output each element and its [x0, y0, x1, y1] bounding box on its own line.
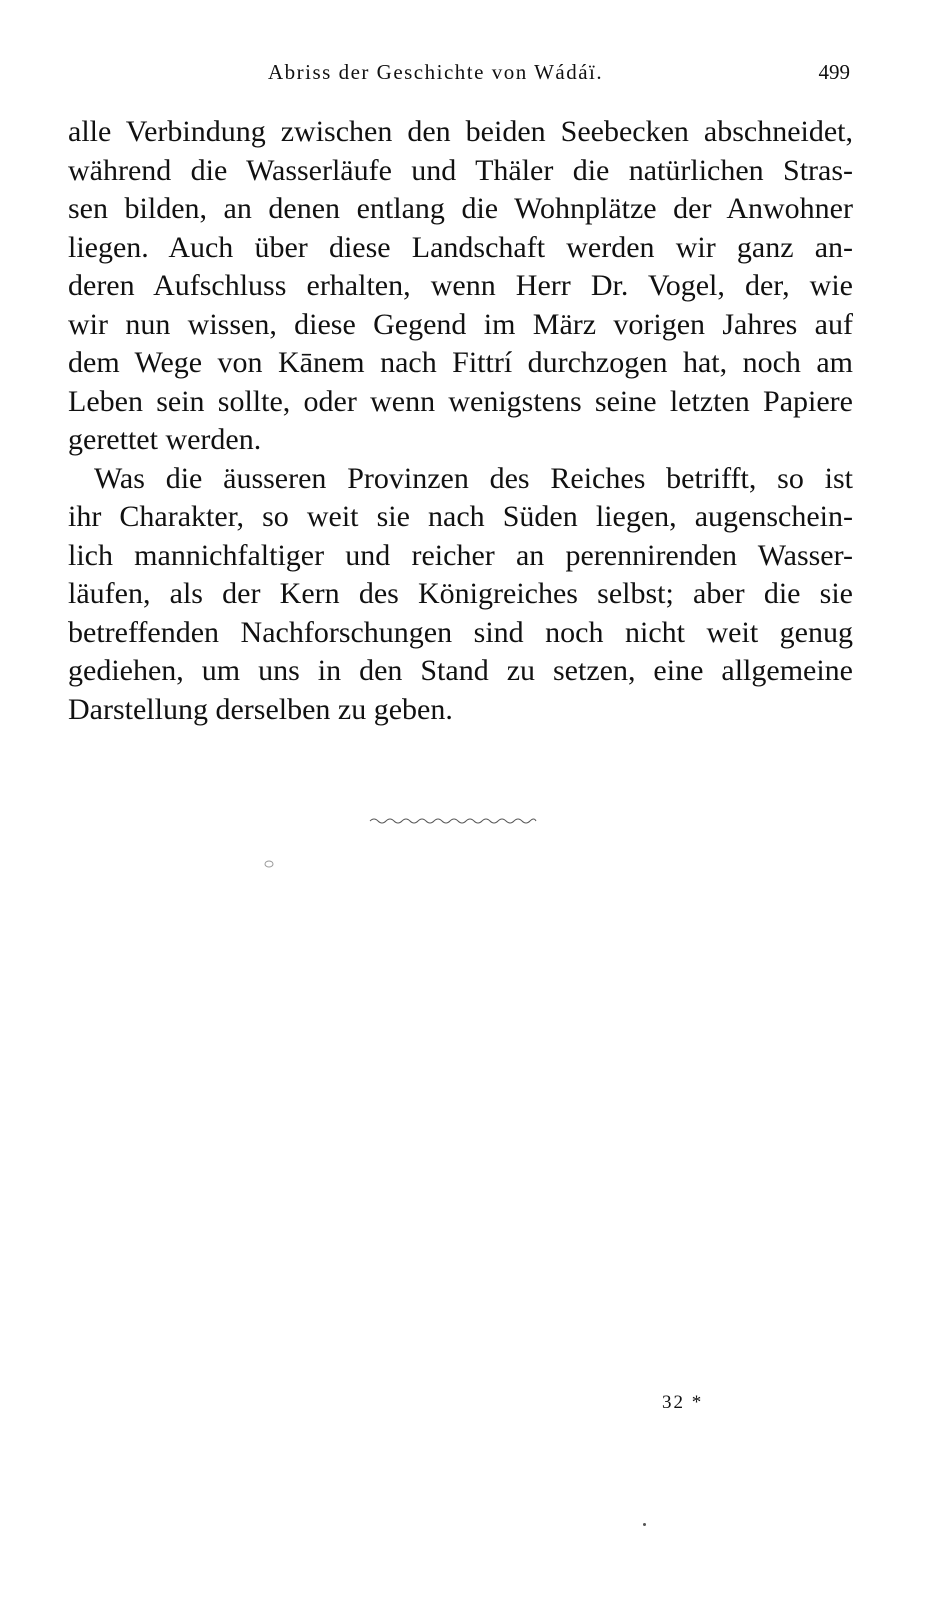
page-number: 499	[818, 60, 850, 84]
text-line: gerettet werden.	[68, 423, 262, 456]
text-line: deren Aufschluss erhalten, wenn Herr Dr. Vogel, der, wie	[68, 269, 853, 302]
text-line: läufen, als der Kern des Königreiches selbst; aber die sie	[68, 577, 853, 610]
text-line: lich mannichfaltiger und reicher an perennirenden Wasser-	[68, 538, 853, 572]
end-ornament-rule	[368, 815, 538, 827]
running-head	[60, 60, 850, 90]
text-line: ihr Charakter, so weit sie nach Süden liegen, augenschein-	[68, 500, 853, 533]
text-line: Leben sein sollte, oder wenn wenigstens seine letzten Papiere	[68, 384, 853, 418]
text-line: betreffenden Nachforschungen sind noch nicht weit genug	[68, 615, 853, 649]
text-line: gediehen, um uns in den Stand zu setzen, eine allgemeine	[68, 654, 853, 687]
stray-dot	[643, 1523, 646, 1526]
text-line: alle Verbindung zwischen den beiden Seebecken abschneidet,	[68, 115, 853, 148]
text-line: dem Wege von Kānem nach Fittrí durchzogen hat, noch am	[68, 346, 853, 379]
body-text	[68, 113, 853, 729]
text-line: sen bilden, an denen entlang die Wohnplätze der Anwohner	[68, 192, 853, 225]
running-title: Abriss der Geschichte von Wádáï.	[268, 60, 604, 84]
text-line: liegen. Auch über diese Landschaft werden wir ganz an-	[68, 230, 853, 264]
paragraph-first-line: Was die äusseren Provinzen des Reiches betrifft, so ist	[94, 461, 853, 495]
ink-smudge	[263, 858, 275, 870]
signature-mark: 32 *	[662, 1392, 704, 1413]
text-line: wir nun wissen, diese Gegend im März vorigen Jahres auf	[68, 307, 853, 341]
text-line: Darstellung derselben zu geben.	[68, 692, 453, 726]
text-line: während die Wasserläufe und Thäler die natürlichen Stras-	[68, 153, 853, 187]
